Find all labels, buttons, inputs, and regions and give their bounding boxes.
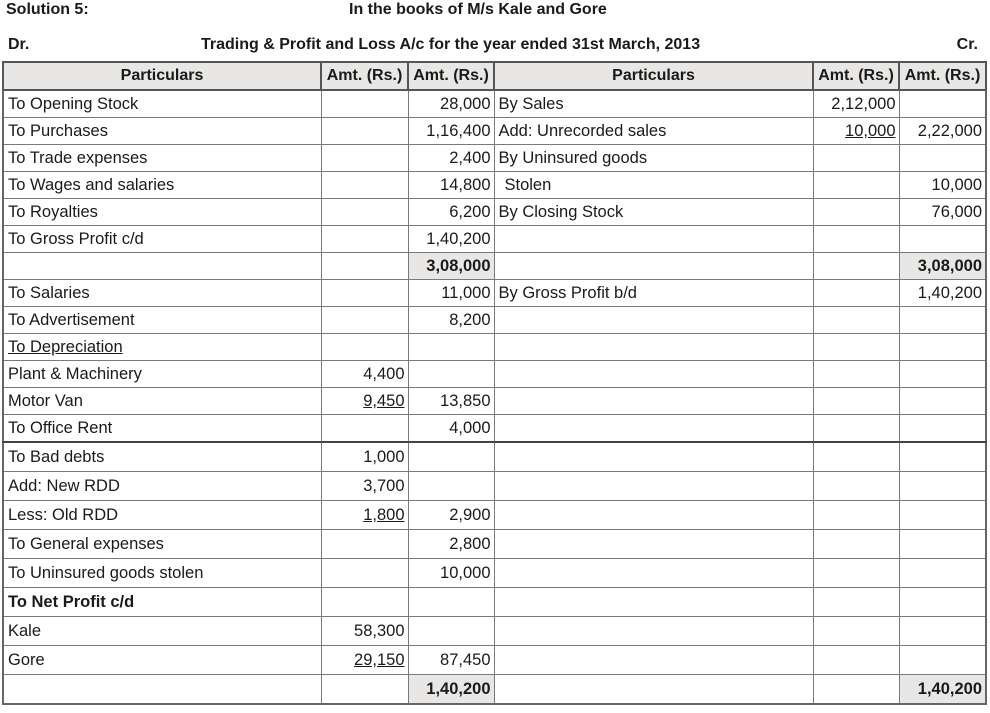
particulars-text: Motor Van <box>8 392 83 410</box>
credit-particulars-cell <box>494 442 813 472</box>
amount-value: 4,400 <box>363 365 405 383</box>
table-row <box>3 118 986 145</box>
amount-value: 58,300 <box>354 622 405 640</box>
debit-particulars-cell <box>3 280 321 307</box>
credit-amount-cell <box>899 617 986 646</box>
debit-amount-cell <box>321 588 408 617</box>
table-row <box>3 307 986 334</box>
table-row <box>3 388 986 415</box>
credit-amount-cell <box>813 501 899 530</box>
amount-value: 10,000 <box>931 176 982 194</box>
amount-value: 76,000 <box>931 203 982 221</box>
debit-amount-cell <box>321 253 408 280</box>
credit-amount-cell <box>813 118 899 145</box>
credit-amount-cell <box>899 442 986 472</box>
credit-amount-cell <box>899 334 986 361</box>
amount-value: 2,22,000 <box>917 122 982 140</box>
credit-particulars-cell <box>494 253 813 280</box>
debit-amount-cell <box>408 646 494 675</box>
debit-amount-cell <box>408 501 494 530</box>
table-row <box>3 226 986 253</box>
amount-value: 3,08,000 <box>426 257 491 275</box>
amount-value: 4,000 <box>449 419 491 437</box>
debit-amount-cell <box>321 646 408 675</box>
debit-particulars-cell <box>3 675 321 705</box>
particulars-text: To Gross Profit c/d <box>8 230 144 248</box>
credit-particulars-cell <box>494 334 813 361</box>
credit-particulars-cell <box>494 530 813 559</box>
debit-amount-cell <box>408 118 494 145</box>
amount-value: 2,400 <box>449 149 491 167</box>
particulars-text: To Wages and salaries <box>8 176 175 194</box>
credit-particulars-cell <box>494 472 813 501</box>
debit-particulars-cell <box>3 588 321 617</box>
particulars-text: To Royalties <box>8 203 98 221</box>
table-row <box>3 334 986 361</box>
debit-amount-cell <box>408 90 494 118</box>
table-row <box>3 501 986 530</box>
debit-amount-cell <box>408 617 494 646</box>
credit-amount-cell <box>813 280 899 307</box>
particulars-text: By Sales <box>498 95 564 113</box>
credit-particulars-cell <box>494 388 813 415</box>
amount-value: 3,08,000 <box>917 257 982 275</box>
credit-amount-cell <box>813 199 899 226</box>
amount-value: 6,200 <box>449 203 491 221</box>
table-row <box>3 617 986 646</box>
debit-particulars-cell <box>3 90 321 118</box>
debit-amount-cell <box>408 588 494 617</box>
amount-value: 2,12,000 <box>831 95 896 113</box>
credit-amount-cell <box>899 280 986 307</box>
credit-amount-cell <box>899 199 986 226</box>
table-row <box>3 588 986 617</box>
credit-amount-cell <box>899 226 986 253</box>
amount-value: 14,800 <box>440 176 491 194</box>
particulars-text: To Salaries <box>8 284 90 302</box>
amount-value: 29,150 <box>354 651 405 669</box>
credit-amount-cell <box>899 415 986 443</box>
debit-amount-cell <box>408 226 494 253</box>
table-row <box>3 253 986 280</box>
credit-amount-cell <box>813 472 899 501</box>
credit-amount-cell <box>813 646 899 675</box>
credit-label: Cr. <box>956 36 978 53</box>
debit-label: Dr. <box>8 36 30 53</box>
debit-particulars-cell <box>3 145 321 172</box>
credit-amount-cell <box>813 90 899 118</box>
table-row <box>3 530 986 559</box>
credit-amount-cell <box>813 226 899 253</box>
debit-particulars-cell <box>3 199 321 226</box>
particulars-text: To Office Rent <box>8 419 113 437</box>
debit-particulars-cell <box>3 617 321 646</box>
debit-particulars-cell <box>3 388 321 415</box>
debit-particulars-cell <box>3 415 321 443</box>
debit-particulars-cell <box>3 472 321 501</box>
credit-amount-cell <box>813 415 899 443</box>
credit-amount-cell <box>899 588 986 617</box>
amount-value: 1,40,200 <box>426 680 491 698</box>
credit-amount-cell <box>813 145 899 172</box>
debit-particulars-cell <box>3 501 321 530</box>
debit-particulars-cell <box>3 307 321 334</box>
dr-amount-header-2: Amt. (Rs.) <box>408 62 494 90</box>
particulars-text: By Uninsured goods <box>498 149 648 167</box>
header-row <box>3 62 986 90</box>
credit-amount-cell <box>813 361 899 388</box>
debit-particulars-cell <box>3 361 321 388</box>
credit-amount-cell <box>813 334 899 361</box>
debit-particulars-cell <box>3 172 321 199</box>
account-title: Trading & Profit and Loss A/c for the year ended 31st March, 2013 <box>201 36 701 53</box>
credit-amount-cell <box>813 675 899 705</box>
credit-particulars-cell <box>494 172 813 199</box>
particulars-text: Kale <box>8 622 42 640</box>
particulars-text: Gore <box>8 651 45 669</box>
amount-value: 10,000 <box>845 122 896 140</box>
credit-particulars-cell <box>494 145 813 172</box>
debit-amount-cell <box>321 472 408 501</box>
table-row <box>3 415 986 443</box>
particulars-text: To Bad debts <box>8 448 105 466</box>
particulars-text: To General expenses <box>8 535 164 553</box>
debit-amount-cell <box>321 199 408 226</box>
debit-amount-cell <box>321 501 408 530</box>
credit-amount-cell <box>899 472 986 501</box>
debit-amount-cell <box>408 145 494 172</box>
dr-particulars-header: Particulars <box>3 62 321 90</box>
table-row <box>3 361 986 388</box>
debit-particulars-cell <box>3 253 321 280</box>
amount-value: 2,800 <box>449 535 491 553</box>
particulars-text: Add: Unrecorded sales <box>498 122 667 140</box>
credit-particulars-cell <box>494 199 813 226</box>
credit-amount-cell <box>813 617 899 646</box>
amount-value: 2,900 <box>449 506 491 524</box>
credit-amount-cell <box>813 307 899 334</box>
amount-value: 1,40,200 <box>426 230 491 248</box>
particulars-text: To Depreciation <box>8 338 123 356</box>
debit-amount-cell <box>408 530 494 559</box>
particulars-text: To Purchases <box>8 122 108 140</box>
debit-amount-cell <box>408 388 494 415</box>
debit-amount-cell <box>408 361 494 388</box>
debit-amount-cell <box>321 226 408 253</box>
cr-amount-header-1: Amt. (Rs.) <box>813 62 899 90</box>
debit-amount-cell <box>321 172 408 199</box>
debit-amount-cell <box>408 472 494 501</box>
table-row <box>3 145 986 172</box>
credit-amount-cell <box>813 588 899 617</box>
credit-amount-cell <box>813 442 899 472</box>
solution-label: Solution 5: <box>6 1 89 18</box>
amount-value: 9,450 <box>363 392 405 410</box>
credit-particulars-cell <box>494 226 813 253</box>
debit-amount-cell <box>408 280 494 307</box>
particulars-text: Stolen <box>504 176 552 194</box>
debit-particulars-cell <box>3 334 321 361</box>
credit-particulars-cell <box>494 501 813 530</box>
table-row <box>3 90 986 118</box>
debit-particulars-cell <box>3 530 321 559</box>
debit-amount-cell <box>321 675 408 705</box>
credit-particulars-cell <box>494 280 813 307</box>
amount-value: 28,000 <box>440 95 491 113</box>
table-row <box>3 559 986 588</box>
particulars-text: Add: New RDD <box>8 477 120 495</box>
amount-value: 1,800 <box>363 506 405 524</box>
debit-amount-cell <box>321 559 408 588</box>
table-row <box>3 472 986 501</box>
credit-amount-cell <box>813 559 899 588</box>
debit-amount-cell <box>321 530 408 559</box>
dr-amount-header-1: Amt. (Rs.) <box>321 62 408 90</box>
amount-value: 1,000 <box>363 448 405 466</box>
table-row <box>3 675 986 705</box>
particulars-text: To Net Profit c/d <box>8 593 135 611</box>
debit-amount-cell <box>321 280 408 307</box>
debit-amount-cell <box>321 118 408 145</box>
debit-particulars-cell <box>3 646 321 675</box>
debit-amount-cell <box>321 617 408 646</box>
debit-amount-cell <box>408 559 494 588</box>
debit-amount-cell <box>321 442 408 472</box>
credit-amount-cell <box>899 388 986 415</box>
amount-value: 1,40,200 <box>917 284 982 302</box>
debit-amount-cell <box>408 675 494 705</box>
debit-amount-cell <box>408 172 494 199</box>
debit-particulars-cell <box>3 226 321 253</box>
amount-value: 11,000 <box>441 284 491 302</box>
debit-amount-cell <box>408 253 494 280</box>
debit-amount-cell <box>408 415 494 443</box>
amount-value: 8,200 <box>449 311 491 329</box>
cr-particulars-header: Particulars <box>494 62 813 90</box>
amount-value: 10,000 <box>440 564 491 582</box>
particulars-text: To Uninsured goods stolen <box>8 564 204 582</box>
credit-amount-cell <box>899 675 986 705</box>
credit-particulars-cell <box>494 90 813 118</box>
amount-value: 13,850 <box>440 392 491 410</box>
debit-amount-cell <box>408 199 494 226</box>
books-heading: In the books of M/s Kale and Gore <box>349 1 607 18</box>
particulars-text: Less: Old RDD <box>8 506 119 524</box>
table-row <box>3 199 986 226</box>
credit-amount-cell <box>813 530 899 559</box>
credit-particulars-cell <box>494 559 813 588</box>
debit-particulars-cell <box>3 442 321 472</box>
debit-amount-cell <box>321 90 408 118</box>
credit-amount-cell <box>899 253 986 280</box>
credit-particulars-cell <box>494 307 813 334</box>
debit-amount-cell <box>321 334 408 361</box>
credit-particulars-cell <box>494 361 813 388</box>
debit-amount-cell <box>408 334 494 361</box>
particulars-text: To Opening Stock <box>8 95 139 113</box>
credit-amount-cell <box>813 253 899 280</box>
credit-amount-cell <box>899 118 986 145</box>
amount-value: 3,700 <box>363 477 405 495</box>
particulars-text: To Trade expenses <box>8 149 148 167</box>
cr-amount-header-2: Amt. (Rs.) <box>899 62 986 90</box>
trading-profit-loss-table <box>2 61 987 705</box>
credit-particulars-cell <box>494 415 813 443</box>
debit-amount-cell <box>321 307 408 334</box>
debit-amount-cell <box>321 145 408 172</box>
credit-amount-cell <box>899 361 986 388</box>
credit-amount-cell <box>899 530 986 559</box>
particulars-text: Plant & Machinery <box>8 365 142 383</box>
credit-amount-cell <box>899 172 986 199</box>
debit-amount-cell <box>408 307 494 334</box>
particulars-text: By Closing Stock <box>498 203 624 221</box>
particulars-text: To Advertisement <box>8 311 135 329</box>
table-row <box>3 280 986 307</box>
debit-amount-cell <box>321 388 408 415</box>
credit-particulars-cell <box>494 588 813 617</box>
credit-amount-cell <box>899 646 986 675</box>
debit-amount-cell <box>321 415 408 443</box>
credit-amount-cell <box>813 172 899 199</box>
debit-amount-cell <box>408 442 494 472</box>
credit-amount-cell <box>899 307 986 334</box>
credit-particulars-cell <box>494 118 813 145</box>
debit-amount-cell <box>321 361 408 388</box>
credit-particulars-cell <box>494 646 813 675</box>
table-row <box>3 646 986 675</box>
particulars-text: By Gross Profit b/d <box>498 284 637 302</box>
credit-amount-cell <box>899 145 986 172</box>
table-row <box>3 172 986 199</box>
amount-value: 1,16,400 <box>426 122 491 140</box>
debit-particulars-cell <box>3 118 321 145</box>
credit-amount-cell <box>899 559 986 588</box>
credit-amount-cell <box>899 90 986 118</box>
debit-particulars-cell <box>3 559 321 588</box>
credit-particulars-cell <box>494 675 813 705</box>
credit-amount-cell <box>813 388 899 415</box>
amount-value: 87,450 <box>440 651 491 669</box>
amount-value: 1,40,200 <box>917 680 982 698</box>
credit-particulars-cell <box>494 617 813 646</box>
credit-amount-cell <box>899 501 986 530</box>
table-row <box>3 442 986 472</box>
